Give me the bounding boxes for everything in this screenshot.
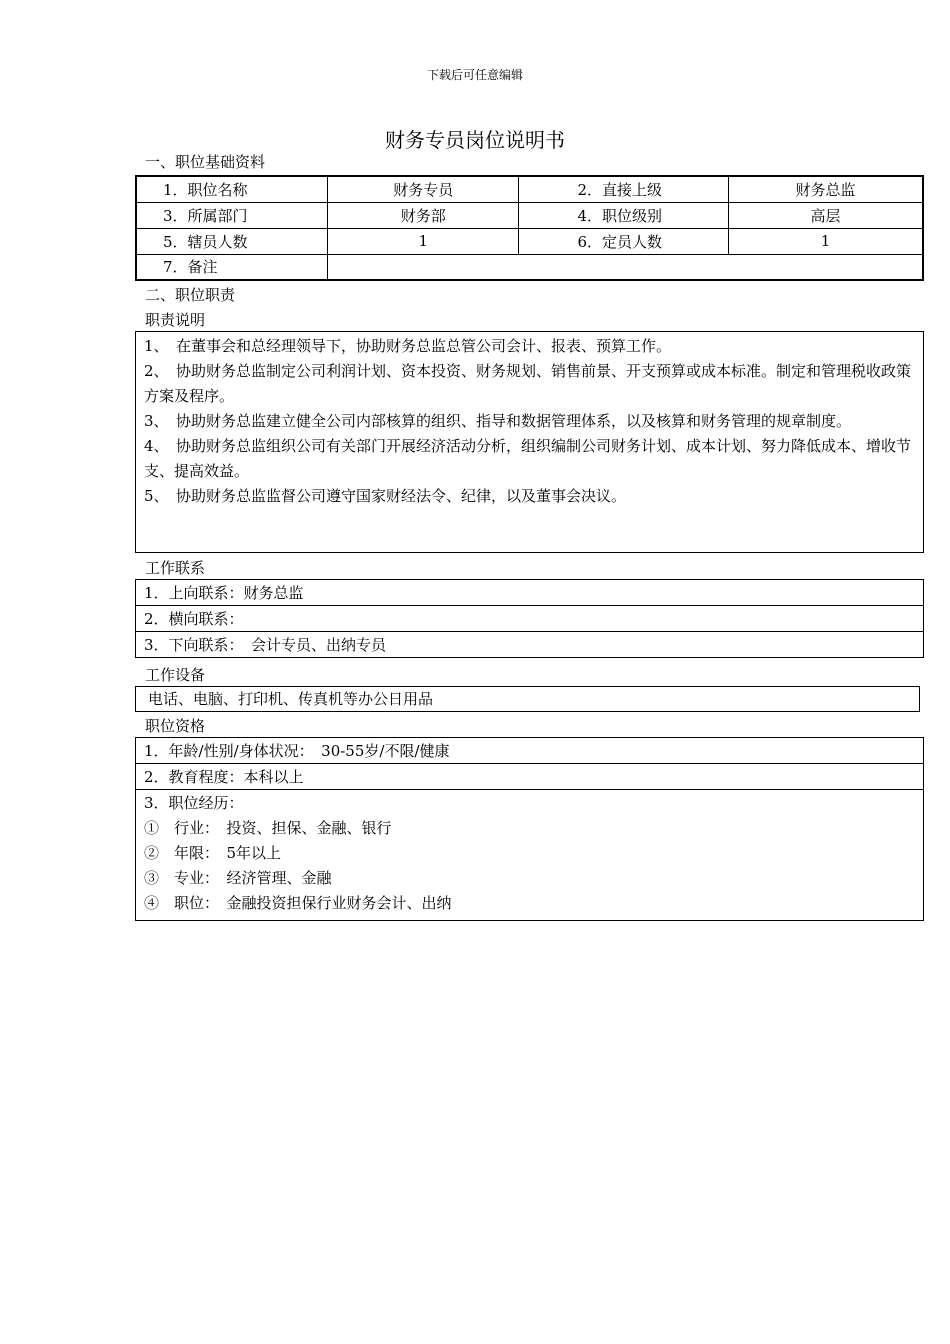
table-row xyxy=(136,738,924,764)
table-cell: 7．备注 xyxy=(136,254,328,280)
section-basic-info-heading: 一、职位基础资料 xyxy=(145,153,266,171)
table-cell: 1 xyxy=(328,228,519,254)
duty-description-heading: 职责说明 xyxy=(145,311,206,329)
table-row xyxy=(136,228,923,254)
header-note: 下载后可任意编辑 xyxy=(426,68,523,82)
work-contact-table xyxy=(135,579,924,658)
section-duties-heading: 二、职位职责 xyxy=(145,286,236,304)
work-equipment-box: 电话、电脑、打印机、传真机等办公日用品 xyxy=(135,686,920,712)
experience-item: ② 年限： 5年以上 xyxy=(144,844,282,862)
table-cell: 5．辖员人数 xyxy=(136,228,328,254)
duty-item: 3、 协助财务总监建立健全公司内部核算的组织、指导和数据管理体系，以及核算和财务管理的规章制度。 xyxy=(144,412,852,430)
document-title: 财务专员岗位说明书 xyxy=(385,128,565,152)
table-cell: 4．职位级别 xyxy=(519,202,729,228)
table-row xyxy=(136,176,923,202)
table-cell: 2．直接上级 xyxy=(519,176,729,202)
duty-item: 5、 协助财务总监监督公司遵守国家财经法令、纪律，以及董事会决议。 xyxy=(144,487,627,505)
table-cell: 财务部 xyxy=(328,202,519,228)
experience-item: ③ 专业： 经济管理、金融 xyxy=(144,869,332,887)
table-cell: 6．定员人数 xyxy=(519,228,729,254)
table-cell: 3．下向联系： 会计专员、出纳专员 xyxy=(136,632,924,658)
experience-item: ④ 职位： 金融投资担保行业财务会计、出纳 xyxy=(144,894,452,912)
experience-item: 3．职位经历： xyxy=(144,794,244,812)
table-cell: 财务专员 xyxy=(328,176,519,202)
duty-item: 2、 协助财务总监制定公司利润计划、资本投资、财务规划、销售前景、开支预算或成本标准。制定和管理税收政策方案及程序。 xyxy=(144,362,912,405)
duty-item: 4、 协助财务总监组织公司有关部门开展经济活动分析，组织编制公司财务计划、成本计划、努力降低成本、增收节支、提高效益。 xyxy=(144,437,912,480)
work-contact-heading: 工作联系 xyxy=(145,559,206,577)
experience-item: ① 行业： 投资、担保、金融、银行 xyxy=(144,819,392,837)
table-cell: 2．横向联系： xyxy=(136,606,924,632)
duty-item: 1、 在董事会和总经理领导下，协助财务总监总管公司会计、报表、预算工作。 xyxy=(144,337,672,355)
table-cell: 财务总监 xyxy=(729,176,923,202)
experience-box xyxy=(135,789,924,921)
qualification-table xyxy=(135,737,924,790)
table-row xyxy=(136,580,924,606)
table-cell: 1．上向联系：财务总监 xyxy=(136,580,924,606)
table-cell: 高层 xyxy=(729,202,923,228)
table-row xyxy=(136,632,924,658)
table-cell: 1．年龄/性别/身体状况： 30-55岁/不限/健康 xyxy=(136,738,924,764)
table-cell: 1．职位名称 xyxy=(136,176,328,202)
table-row xyxy=(136,606,924,632)
table-row xyxy=(136,254,923,280)
table-cell: 3．所属部门 xyxy=(136,202,328,228)
table-cell: 2．教育程度：本科以上 xyxy=(136,764,924,790)
table-cell-remarks xyxy=(328,254,923,280)
basic-info-table xyxy=(135,175,924,281)
table-cell: 1 xyxy=(729,228,923,254)
work-equipment-heading: 工作设备 xyxy=(145,666,206,684)
duty-list xyxy=(135,331,924,553)
table-row xyxy=(136,202,923,228)
table-row xyxy=(136,764,924,790)
qualification-heading: 职位资格 xyxy=(145,717,206,735)
